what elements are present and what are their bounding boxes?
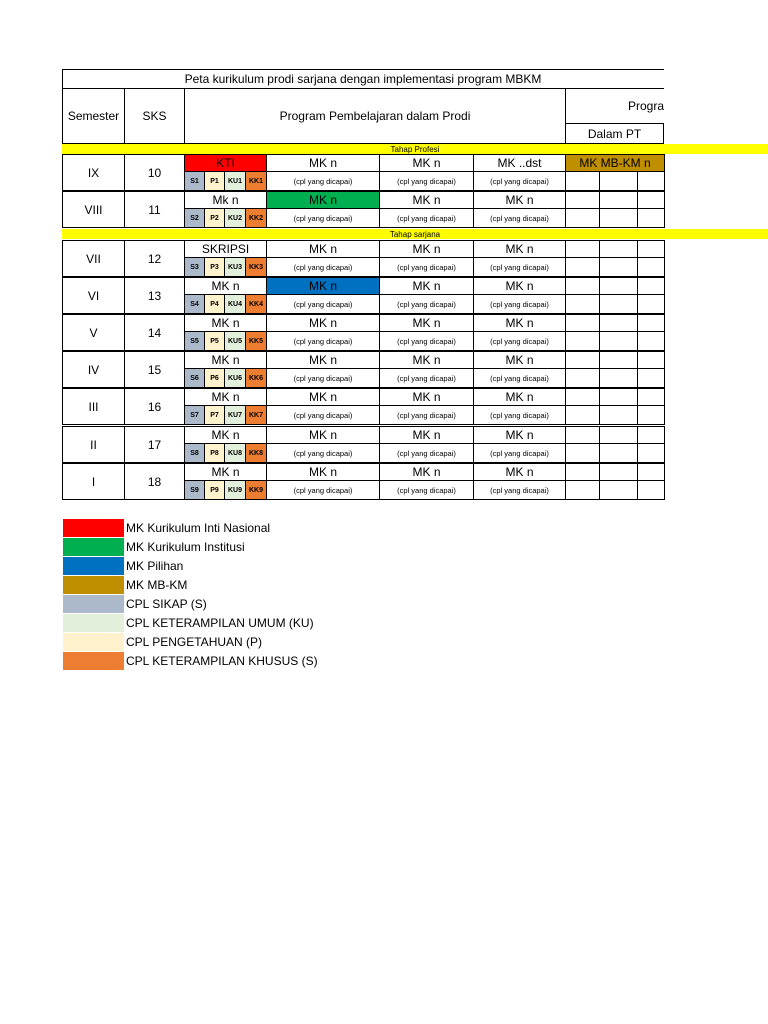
course-cell-primary: MK n <box>184 314 267 332</box>
cpl-code-cell: KU6 <box>224 368 246 388</box>
legend-swatch <box>63 614 124 632</box>
course-cell: MK n <box>266 351 380 369</box>
legend-label: CPL SIKAP (S) <box>126 597 207 611</box>
header-program-mbkm: Progra <box>628 99 665 113</box>
cpl-achieved-cell: (cpl yang dicapai) <box>379 208 474 228</box>
mbkm-empty-cell <box>637 368 665 388</box>
semester-cell: VII <box>62 240 125 277</box>
mbkm-empty-cell <box>565 208 600 228</box>
course-cell: MK n <box>266 277 380 295</box>
mbkm-empty-cell <box>599 257 638 277</box>
mbkm-empty-cell <box>599 294 638 314</box>
sks-cell: 18 <box>124 463 185 500</box>
sks-cell: 13 <box>124 277 185 314</box>
course-cell-primary: SKRIPSI <box>184 240 267 258</box>
sks-cell: 16 <box>124 388 185 425</box>
course-cell: MK n <box>379 240 474 258</box>
mbkm-empty-cell <box>637 191 665 209</box>
course-cell: MK n <box>266 463 380 481</box>
mbkm-empty-cell <box>599 277 638 295</box>
cpl-achieved-cell: (cpl yang dicapai) <box>379 480 474 500</box>
course-cell: MK n <box>473 388 566 406</box>
mbkm-empty-cell <box>637 443 665 463</box>
cpl-code-cell: KU4 <box>224 294 246 314</box>
cpl-achieved-cell: (cpl yang dicapai) <box>473 331 566 351</box>
course-cell: MK n <box>379 463 474 481</box>
mbkm-empty-cell <box>637 257 665 277</box>
legend-swatch <box>63 576 124 594</box>
cpl-code-cell: KU3 <box>224 257 246 277</box>
course-cell: MK n <box>473 240 566 258</box>
mbkm-empty-cell <box>599 426 638 444</box>
mbkm-empty-cell <box>599 171 638 191</box>
cpl-achieved-cell: (cpl yang dicapai) <box>266 480 380 500</box>
mbkm-empty-cell <box>565 351 600 369</box>
cpl-achieved-cell: (cpl yang dicapai) <box>379 405 474 425</box>
semester-cell: V <box>62 314 125 351</box>
mbkm-empty-cell <box>565 405 600 425</box>
course-cell: MK n <box>266 314 380 332</box>
legend-label: CPL KETERAMPILAN UMUM (KU) <box>126 616 314 630</box>
legend-label: MK Pilihan <box>126 559 184 573</box>
cpl-code-cell: KU8 <box>224 443 246 463</box>
cpl-code-cell: KK6 <box>245 368 267 388</box>
course-cell: MK n <box>379 191 474 209</box>
cpl-code-cell: KK2 <box>245 208 267 228</box>
mbkm-empty-cell <box>565 443 600 463</box>
legend-swatch <box>63 652 124 670</box>
mbkm-empty-cell <box>565 277 600 295</box>
header-semester: Semester <box>62 88 125 144</box>
cpl-code-cell: P3 <box>204 257 225 277</box>
cpl-code-cell: KU2 <box>224 208 246 228</box>
course-cell: MK n <box>266 154 380 172</box>
header-program-mbkm-box <box>565 88 765 124</box>
cpl-achieved-cell: (cpl yang dicapai) <box>473 368 566 388</box>
mbkm-course-cell: MK MB-KM n <box>565 154 665 172</box>
sks-cell: 14 <box>124 314 185 351</box>
legend-label: MK Kurikulum Institusi <box>126 540 245 554</box>
cpl-code-cell: KK9 <box>245 480 267 500</box>
cpl-code-cell: S7 <box>184 405 205 425</box>
page-title: Peta kurikulum prodi sarjana dengan implementasi program MBKM <box>184 72 542 86</box>
cpl-achieved-cell: (cpl yang dicapai) <box>266 257 380 277</box>
mbkm-empty-cell <box>565 240 600 258</box>
sks-cell: 17 <box>124 426 185 463</box>
cpl-code-cell: P7 <box>204 405 225 425</box>
mbkm-empty-cell <box>637 240 665 258</box>
course-cell: MK n <box>473 426 566 444</box>
cpl-achieved-cell: (cpl yang dicapai) <box>266 208 380 228</box>
band-tahap-sarjana: Tahap sarjana <box>62 229 768 239</box>
header-program-prodi: Program Pembelajaran dalam Prodi <box>184 88 566 144</box>
mbkm-empty-cell <box>599 480 638 500</box>
mbkm-empty-cell <box>565 257 600 277</box>
course-cell: MK n <box>266 426 380 444</box>
cpl-code-cell: S4 <box>184 294 205 314</box>
course-cell: MK n <box>379 154 474 172</box>
mbkm-empty-cell <box>565 463 600 481</box>
cpl-achieved-cell: (cpl yang dicapai) <box>266 443 380 463</box>
cpl-achieved-cell: (cpl yang dicapai) <box>379 443 474 463</box>
cpl-code-cell: S1 <box>184 171 205 191</box>
mbkm-empty-cell <box>565 368 600 388</box>
cpl-code-cell: KK5 <box>245 331 267 351</box>
course-cell-primary: MK n <box>184 463 267 481</box>
course-cell: MK n <box>473 351 566 369</box>
cpl-achieved-cell: (cpl yang dicapai) <box>473 443 566 463</box>
legend-swatch <box>63 595 124 613</box>
course-cell-primary: MK n <box>184 426 267 444</box>
mbkm-empty-cell <box>565 294 600 314</box>
semester-cell: II <box>62 426 125 463</box>
course-cell: MK n <box>473 191 566 209</box>
course-cell: MK n <box>379 388 474 406</box>
cpl-code-cell: S2 <box>184 208 205 228</box>
cpl-achieved-cell: (cpl yang dicapai) <box>379 368 474 388</box>
cpl-achieved-cell: (cpl yang dicapai) <box>266 405 380 425</box>
course-cell-primary: Mk n <box>184 191 267 209</box>
course-cell: MK n <box>266 388 380 406</box>
course-cell: MK n <box>379 277 474 295</box>
cpl-achieved-cell: (cpl yang dicapai) <box>473 294 566 314</box>
mbkm-empty-cell <box>565 314 600 332</box>
cpl-code-cell: P1 <box>204 171 225 191</box>
mbkm-empty-cell <box>565 191 600 209</box>
course-cell: MK ..dst <box>473 154 566 172</box>
mbkm-empty-cell <box>565 426 600 444</box>
course-cell-primary: KTI <box>184 154 267 172</box>
mbkm-empty-cell <box>565 480 600 500</box>
mbkm-empty-cell <box>637 405 665 425</box>
course-cell-primary: MK n <box>184 388 267 406</box>
semester-cell: IV <box>62 351 125 388</box>
sks-cell: 12 <box>124 240 185 277</box>
mbkm-empty-cell <box>637 426 665 444</box>
mbkm-empty-cell <box>637 351 665 369</box>
sks-cell: 10 <box>124 154 185 191</box>
mbkm-empty-cell <box>637 277 665 295</box>
cpl-code-cell: KK8 <box>245 443 267 463</box>
cpl-achieved-cell: (cpl yang dicapai) <box>379 257 474 277</box>
legend-label: CPL PENGETAHUAN (P) <box>126 635 263 649</box>
course-cell-primary: MK n <box>184 351 267 369</box>
semester-cell: I <box>62 463 125 500</box>
mbkm-empty-cell <box>565 331 600 351</box>
mbkm-empty-cell <box>599 443 638 463</box>
course-cell: MK n <box>473 463 566 481</box>
header-sks: SKS <box>124 88 185 144</box>
cpl-code-cell: P2 <box>204 208 225 228</box>
semester-cell: III <box>62 388 125 425</box>
cpl-code-cell: S8 <box>184 443 205 463</box>
mbkm-empty-cell <box>599 405 638 425</box>
cpl-code-cell: KU1 <box>224 171 246 191</box>
cpl-achieved-cell: (cpl yang dicapai) <box>473 480 566 500</box>
cpl-achieved-cell: (cpl yang dicapai) <box>379 171 474 191</box>
course-cell: MK n <box>266 240 380 258</box>
legend-swatch <box>63 557 124 575</box>
cpl-code-cell: KK3 <box>245 257 267 277</box>
sks-cell: 11 <box>124 191 185 228</box>
mbkm-empty-cell <box>599 368 638 388</box>
mbkm-empty-cell <box>637 294 665 314</box>
cpl-code-cell: KK7 <box>245 405 267 425</box>
legend-swatch <box>63 538 124 556</box>
cpl-achieved-cell: (cpl yang dicapai) <box>266 331 380 351</box>
cpl-code-cell: S9 <box>184 480 205 500</box>
cpl-achieved-cell: (cpl yang dicapai) <box>379 294 474 314</box>
mbkm-empty-cell <box>637 388 665 406</box>
course-cell: MK n <box>379 351 474 369</box>
mbkm-empty-cell <box>565 171 600 191</box>
mbkm-empty-cell <box>599 388 638 406</box>
mbkm-empty-cell <box>599 191 638 209</box>
sks-cell: 15 <box>124 351 185 388</box>
legend-swatch <box>63 519 124 537</box>
course-cell-primary: MK n <box>184 277 267 295</box>
band-tahap-profesi: Tahap Profesi <box>62 144 768 154</box>
course-cell: MK n <box>473 277 566 295</box>
semester-cell: IX <box>62 154 125 191</box>
semester-cell: VIII <box>62 191 125 228</box>
mbkm-empty-cell <box>565 388 600 406</box>
mbkm-empty-cell <box>637 480 665 500</box>
mbkm-empty-cell <box>599 208 638 228</box>
cpl-code-cell: KU7 <box>224 405 246 425</box>
cpl-achieved-cell: (cpl yang dicapai) <box>473 208 566 228</box>
cpl-code-cell: P8 <box>204 443 225 463</box>
mbkm-empty-cell <box>599 314 638 332</box>
legend-label: MK Kurikulum Inti Nasional <box>126 521 271 535</box>
cpl-code-cell: S5 <box>184 331 205 351</box>
course-cell: MK n <box>266 191 380 209</box>
semester-cell: VI <box>62 277 125 314</box>
mbkm-empty-cell <box>637 314 665 332</box>
course-cell: MK n <box>379 426 474 444</box>
mbkm-empty-cell <box>637 463 665 481</box>
cpl-code-cell: KU9 <box>224 480 246 500</box>
cpl-code-cell: KK4 <box>245 294 267 314</box>
mbkm-empty-cell <box>637 171 665 191</box>
cpl-achieved-cell: (cpl yang dicapai) <box>379 331 474 351</box>
cpl-achieved-cell: (cpl yang dicapai) <box>266 171 380 191</box>
cpl-code-cell: S6 <box>184 368 205 388</box>
legend-swatch <box>63 633 124 651</box>
header-dalam-pt: Dalam PT <box>565 123 664 144</box>
cpl-code-cell: P5 <box>204 331 225 351</box>
mbkm-empty-cell <box>599 240 638 258</box>
cpl-achieved-cell: (cpl yang dicapai) <box>266 294 380 314</box>
cpl-code-cell: KU5 <box>224 331 246 351</box>
course-cell: MK n <box>473 314 566 332</box>
cpl-code-cell: P4 <box>204 294 225 314</box>
cpl-code-cell: P6 <box>204 368 225 388</box>
mbkm-empty-cell <box>599 351 638 369</box>
cpl-achieved-cell: (cpl yang dicapai) <box>473 171 566 191</box>
cpl-achieved-cell: (cpl yang dicapai) <box>473 405 566 425</box>
cpl-achieved-cell: (cpl yang dicapai) <box>473 257 566 277</box>
course-cell: MK n <box>379 314 474 332</box>
mbkm-empty-cell <box>599 463 638 481</box>
legend-label: CPL KETERAMPILAN KHUSUS (S) <box>126 654 318 668</box>
mbkm-empty-cell <box>637 331 665 351</box>
cpl-code-cell: P9 <box>204 480 225 500</box>
cpl-achieved-cell: (cpl yang dicapai) <box>266 368 380 388</box>
mbkm-empty-cell <box>637 208 665 228</box>
mbkm-empty-cell <box>599 331 638 351</box>
cpl-code-cell: S3 <box>184 257 205 277</box>
cpl-code-cell: KK1 <box>245 171 267 191</box>
legend-label: MK MB-KM <box>126 578 188 592</box>
